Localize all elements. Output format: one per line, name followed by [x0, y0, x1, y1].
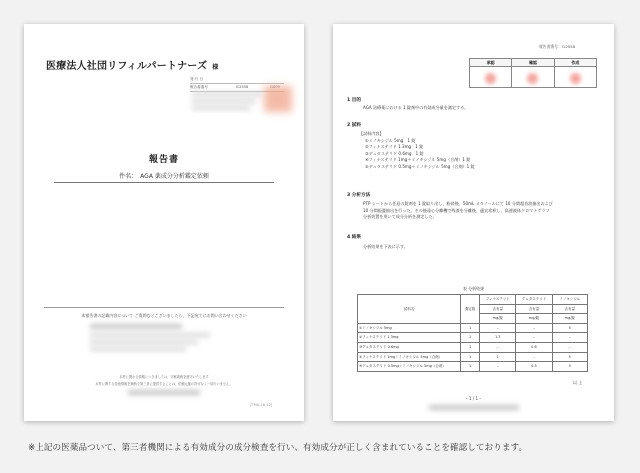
document-subject	[54, 171, 274, 183]
analysis-result-table	[357, 294, 588, 372]
content-label: 含有量	[516, 304, 552, 314]
analysis-report-page	[333, 24, 614, 421]
sample-list	[359, 131, 475, 170]
disclosure-note: 本件に関する技術情報を無断で第三者に提供することは、依頼元様の許可なく一切行いません。	[95, 382, 233, 386]
row-value: 1.3	[480, 333, 516, 343]
sample-item: ④フィナステリド 1mg＋ミノキシジル 5mg（合剤）1 錠	[365, 157, 471, 162]
redacted-line	[192, 92, 262, 96]
row-value: 1	[480, 352, 516, 362]
row-sample-name: ②フィナステリド 1.3mg	[358, 333, 461, 343]
check-header: 確認	[512, 59, 554, 67]
row-count: 1	[460, 323, 479, 333]
table-caption: 表 分析結果	[462, 286, 485, 291]
col-count: 測定数	[460, 295, 479, 324]
row-value: –	[552, 333, 587, 343]
redacted-line	[192, 106, 250, 110]
row-value: –	[480, 342, 516, 352]
recipient-name	[46, 57, 218, 72]
report-cover-page	[24, 24, 304, 421]
row-value: –	[480, 362, 516, 372]
table-row	[358, 362, 588, 372]
table-row	[358, 323, 588, 333]
row-sample-name: ④フィナステリド 1mg＋ミノキシジル 5mg（合剤）	[358, 352, 461, 362]
author-header: 作成	[554, 59, 596, 67]
row-value: 0.6	[516, 342, 552, 352]
issue-date-value	[218, 76, 284, 83]
redacted-line	[192, 99, 256, 103]
method-line: 分析装置を用いて成分分析を測定した。	[363, 214, 437, 219]
verification-caption: ※上記の医薬品ついて、第三者機関による有効成分の成分検査を行い、有効成分が正しく含まれていることを確認しております。	[28, 443, 528, 453]
redacted-company	[128, 390, 200, 395]
subject-label: 件名：	[119, 173, 138, 180]
redacted-contact	[90, 333, 210, 337]
section-result-title: 4 結果	[347, 235, 361, 240]
row-sample-name: ③デュタステリド 0.6mg	[358, 342, 461, 352]
redacted-contact	[90, 340, 198, 344]
row-value: –	[480, 323, 516, 333]
col-sample-name: 試料名	[358, 295, 461, 324]
method-text	[363, 201, 553, 221]
issue-date-row	[190, 76, 284, 84]
seal-stamp-blurred	[570, 73, 581, 84]
unit-label: mg/錠	[480, 314, 516, 324]
seal-stamp-blurred	[485, 73, 496, 84]
divider	[44, 307, 284, 308]
table-row	[358, 333, 588, 343]
row-sample-name: ⑤デュタステリド 0.5mg＋ミノキシジル 5mg（合剤）	[358, 362, 461, 372]
redacted-contact	[90, 347, 186, 351]
report-number-label: 報告書番号	[190, 85, 208, 89]
row-value: –	[552, 342, 587, 352]
section-purpose-title: 1 目的	[347, 98, 361, 103]
table-row	[358, 352, 588, 362]
row-value: 0.5	[516, 362, 552, 372]
subject-value: AGA 薬成分分析鑑定依頼	[140, 173, 209, 180]
redacted-contact	[90, 324, 182, 329]
inquiry-note: 本報告書の記載内容について ご質問などございましたら、下記宛てにお問い合わせください	[81, 313, 247, 318]
col-ingredient: デュタステリド	[516, 295, 552, 305]
sample-heading: 【試料内容】	[359, 131, 384, 136]
row-value: –	[516, 323, 552, 333]
document-title: 報告書	[148, 155, 179, 165]
row-value: 5	[552, 323, 587, 333]
col-ingredient: フィナステリド	[480, 295, 516, 305]
row-count: 1	[460, 352, 479, 362]
section-purpose-text: AGA 治療薬における 1 錠剤中の有効成分量を測定する。	[363, 105, 469, 110]
company-seal-blurred	[264, 86, 292, 112]
sample-item: ③デュタステリド 0.6mg 1 錠	[365, 150, 424, 156]
seal-stamp-blurred	[527, 73, 538, 84]
approval-header: 承認	[470, 59, 512, 67]
content-label: 含有量	[552, 304, 587, 314]
unit-label: mg/錠	[516, 314, 552, 324]
end-mark: 以 上	[573, 380, 583, 385]
recipient-text: 医療法人社団リフィルパートナーズ	[46, 61, 208, 72]
form-code: [TMA-16-12]	[250, 403, 273, 407]
sample-item: ⑤デュタステリド 0.5mg＋ミノキシジル 5mg（合剤）1 錠	[365, 163, 475, 169]
row-count: 1	[460, 342, 479, 352]
sample-item: ②フィナステリド 1.3mg 1 錠	[365, 144, 424, 149]
row-count: 1	[460, 333, 479, 343]
row-count: 1	[460, 362, 479, 372]
table-row	[358, 342, 588, 352]
row-value: 5	[552, 362, 587, 372]
content-label: 含有量	[480, 304, 516, 314]
page-number: – 1 / 1 –	[465, 396, 482, 401]
report-number-value: I12558	[235, 85, 249, 89]
approval-seal-cell	[470, 67, 512, 88]
row-value: –	[516, 352, 552, 362]
row-sample-name: ①ミノキシジル 5mg	[358, 323, 461, 333]
sample-item: ①ミノキシジル 5mg 1 錠	[365, 137, 416, 143]
section-method-title: 3 分析方法	[347, 193, 371, 198]
method-line: 10 分間振盪抽出を行った。その後遠心分離機で残渣を分離後、適宜希釈し、高速液体クロマトグラフ	[363, 207, 550, 213]
honorific: 様	[212, 64, 219, 71]
redacted-company	[429, 405, 519, 410]
unit-label: mg/錠	[552, 314, 587, 324]
author-seal-cell	[554, 67, 596, 88]
approval-seal-table	[469, 58, 597, 88]
confidentiality-note: 本件に関わる情報につきましては、守秘義務を遵守いたします	[119, 375, 209, 379]
report-number: 報告書番号：I12558	[539, 44, 575, 49]
result-text: 分析結果を下表に示す。	[363, 244, 408, 249]
row-value: 5	[552, 352, 587, 362]
row-value: –	[516, 333, 552, 343]
issue-date-label: 発 行 日	[190, 77, 204, 81]
section-sample-title: 2 試料	[347, 123, 361, 128]
col-ingredient: ミノキシジル	[552, 295, 587, 305]
method-line: PTP シートから任意の錠剤を 1 錠取り出し、粉砕後、50mL メタノールにて 10 分間超音波抽出および	[363, 201, 553, 206]
check-seal-cell	[512, 67, 554, 88]
